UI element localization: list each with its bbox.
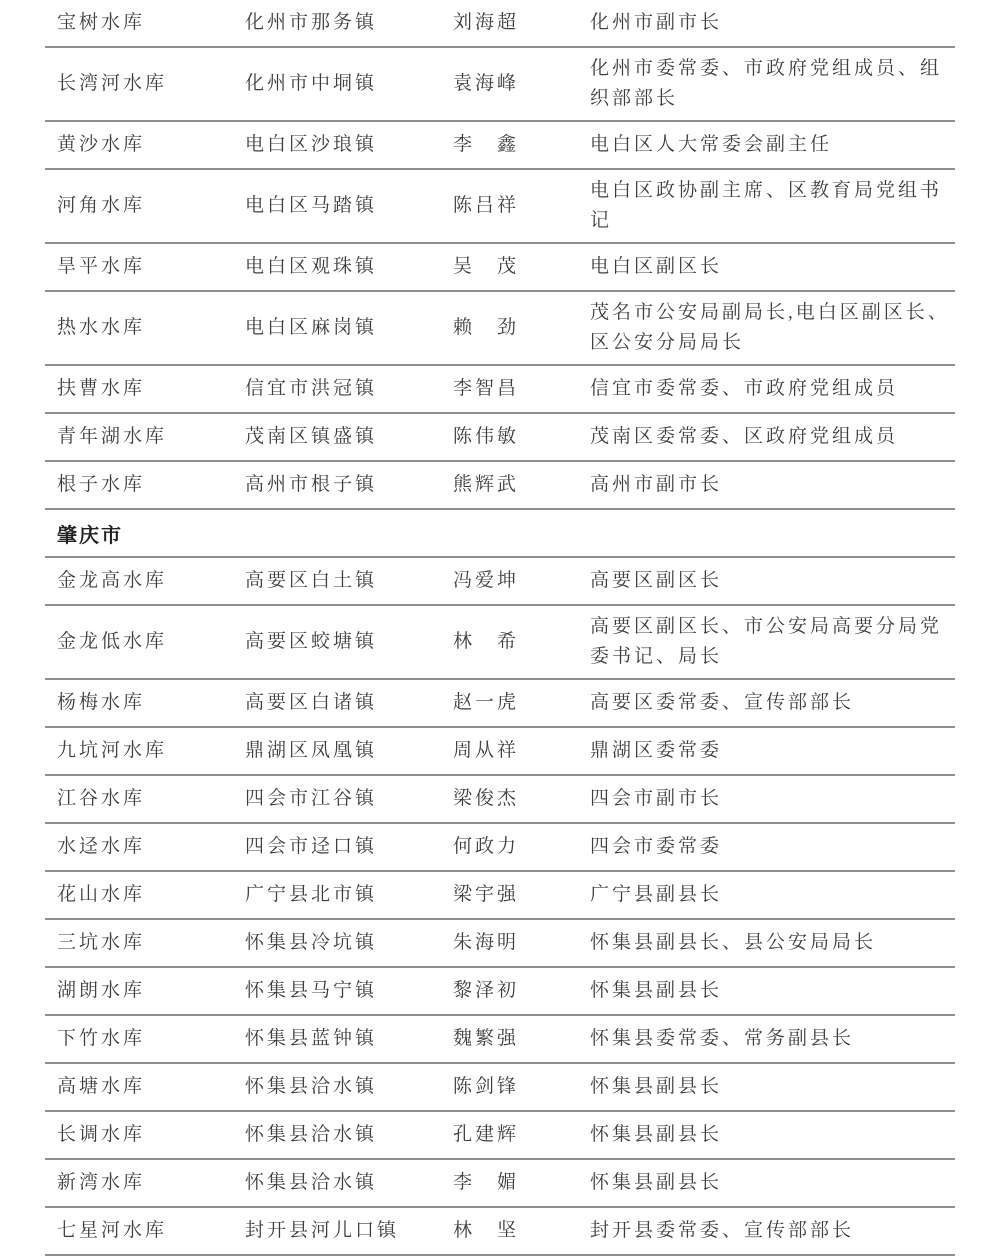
table-row [45, 0, 955, 48]
table-row [45, 170, 955, 244]
cell-person: 魏繁强 [453, 1028, 520, 1049]
cell-town: 电白区观珠镇 [245, 256, 378, 277]
cell-reservoir: 热水水库 [57, 317, 146, 338]
cell-position: 电白区人大常委会副主任 [590, 134, 833, 155]
cell-reservoir: 高塘水库 [57, 1076, 146, 1097]
cell-person: 赖 劲 [453, 317, 520, 338]
table-row [45, 366, 955, 414]
cell-position: 茂名市公安局副局长,电白区副区长、区公安分局局长 [590, 302, 950, 353]
cell-position: 怀集县委常委、常务副县长 [590, 1028, 855, 1049]
table-row [45, 606, 955, 680]
table-row [45, 1112, 955, 1160]
table-row [45, 122, 955, 170]
cell-person: 吴 茂 [453, 256, 520, 277]
cell-town: 高要区白诸镇 [245, 692, 378, 713]
cell-position: 四会市副市长 [590, 788, 723, 809]
cell-reservoir: 长湾河水库 [57, 73, 168, 94]
cell-person: 陈剑锋 [453, 1076, 520, 1097]
cell-reservoir: 金龙低水库 [57, 631, 168, 652]
cell-reservoir: 湖朗水库 [57, 980, 146, 1001]
cell-town: 茂南区镇盛镇 [245, 426, 378, 447]
cell-reservoir: 河角水库 [57, 195, 146, 216]
cell-reservoir: 根子水库 [57, 474, 146, 495]
cell-person: 熊辉武 [453, 474, 520, 495]
cell-person: 梁宇强 [453, 884, 520, 905]
cell-reservoir: 青年湖水库 [57, 426, 168, 447]
cell-person: 李 鑫 [453, 134, 520, 155]
cell-position: 高要区副区长 [590, 570, 723, 591]
cell-town: 广宁县北市镇 [245, 884, 378, 905]
table-row [45, 824, 955, 872]
cell-position: 封开县委常委、宣传部部长 [590, 1220, 855, 1241]
cell-reservoir: 新湾水库 [57, 1172, 146, 1193]
cell-person: 周从祥 [453, 740, 520, 761]
cell-person: 李 媚 [453, 1172, 520, 1193]
table-row [45, 1016, 955, 1064]
cell-reservoir: 下竹水库 [57, 1028, 146, 1049]
table-row [45, 48, 955, 122]
cell-town: 怀集县冷坑镇 [245, 932, 378, 953]
table-row [45, 292, 955, 366]
cell-person: 孔建辉 [453, 1124, 520, 1145]
cell-position: 怀集县副县长 [590, 980, 723, 1001]
table-row [45, 1064, 955, 1112]
cell-town: 高州市根子镇 [245, 474, 378, 495]
table-row [45, 728, 955, 776]
cell-reservoir: 水迳水库 [57, 836, 146, 857]
cell-person: 李智昌 [453, 378, 520, 399]
cell-position: 怀集县副县长 [590, 1124, 723, 1145]
cell-position: 高州市副市长 [590, 474, 723, 495]
cell-reservoir: 旱平水库 [57, 256, 146, 277]
cell-reservoir: 长调水库 [57, 1124, 146, 1145]
section-header-label: 肇庆市 [57, 524, 123, 547]
cell-town: 怀集县马宁镇 [245, 980, 378, 1001]
table-row [45, 414, 955, 462]
cell-person: 冯爱坤 [453, 570, 520, 591]
table-row [45, 920, 955, 968]
section-header-row [45, 510, 955, 558]
cell-position: 化州市副市长 [590, 12, 723, 33]
cell-town: 电白区马踏镇 [245, 195, 378, 216]
cell-reservoir: 杨梅水库 [57, 692, 146, 713]
cell-position: 怀集县副县长 [590, 1172, 723, 1193]
cell-position: 高要区委常委、宣传部部长 [590, 692, 855, 713]
cell-position: 电白区政协副主席、区教育局党组书记 [590, 180, 943, 231]
cell-town: 怀集县蓝钟镇 [245, 1028, 378, 1049]
table-row [45, 244, 955, 292]
table-row [45, 462, 955, 510]
cell-reservoir: 金龙高水库 [57, 570, 168, 591]
cell-town: 四会市江谷镇 [245, 788, 378, 809]
cell-town: 封开县河儿口镇 [245, 1220, 400, 1241]
cell-town: 鼎湖区凤凰镇 [245, 740, 378, 761]
cell-town: 高要区蛟塘镇 [245, 631, 378, 652]
table-row [45, 1208, 955, 1256]
table-row [45, 558, 955, 606]
cell-person: 林 希 [453, 631, 520, 652]
cell-town: 化州市那务镇 [245, 12, 378, 33]
table-row [45, 776, 955, 824]
cell-reservoir: 黄沙水库 [57, 134, 146, 155]
cell-town: 怀集县洽水镇 [245, 1172, 378, 1193]
cell-town: 化州市中垌镇 [245, 73, 378, 94]
cell-position: 四会市委常委 [590, 836, 723, 857]
cell-person: 林 坚 [453, 1220, 520, 1241]
cell-position: 怀集县副县长 [590, 1076, 723, 1097]
cell-reservoir: 宝树水库 [57, 12, 146, 33]
cell-person: 陈伟敏 [453, 426, 520, 447]
table-row [45, 872, 955, 920]
cell-position: 信宜市委常委、市政府党组成员 [590, 378, 899, 399]
table-row [45, 1160, 955, 1208]
cell-reservoir: 江谷水库 [57, 788, 146, 809]
cell-position: 茂南区委常委、区政府党组成员 [590, 426, 899, 447]
cell-town: 怀集县洽水镇 [245, 1124, 378, 1145]
cell-reservoir: 扶曹水库 [57, 378, 146, 399]
cell-position: 鼎湖区委常委 [590, 740, 723, 761]
cell-town: 四会市迳口镇 [245, 836, 378, 857]
cell-position: 怀集县副县长、县公安局局长 [590, 932, 877, 953]
reservoir-responsibility-table [45, 0, 955, 1256]
cell-person: 何政力 [453, 836, 520, 857]
cell-position: 广宁县副县长 [590, 884, 723, 905]
cell-person: 陈吕祥 [453, 195, 520, 216]
cell-person: 朱海明 [453, 932, 520, 953]
cell-town: 信宜市洪冠镇 [245, 378, 378, 399]
cell-reservoir: 七星河水库 [57, 1220, 168, 1241]
table-row [45, 680, 955, 728]
cell-town: 电白区沙琅镇 [245, 134, 378, 155]
cell-person: 赵一虎 [453, 692, 520, 713]
cell-person: 梁俊杰 [453, 788, 520, 809]
cell-position: 电白区副区长 [590, 256, 723, 277]
cell-reservoir: 九坑河水库 [57, 740, 168, 761]
cell-person: 黎泽初 [453, 980, 520, 1001]
cell-position: 化州市委常委、市政府党组成员、组织部部长 [590, 58, 943, 109]
cell-town: 高要区白土镇 [245, 570, 378, 591]
cell-town: 怀集县洽水镇 [245, 1076, 378, 1097]
cell-reservoir: 花山水库 [57, 884, 146, 905]
cell-town: 电白区麻岗镇 [245, 317, 378, 338]
cell-reservoir: 三坑水库 [57, 932, 146, 953]
cell-position: 高要区副区长、市公安局高要分局党委书记、局长 [590, 616, 943, 667]
cell-person: 袁海峰 [453, 73, 520, 94]
table-row [45, 968, 955, 1016]
cell-person: 刘海超 [453, 12, 520, 33]
